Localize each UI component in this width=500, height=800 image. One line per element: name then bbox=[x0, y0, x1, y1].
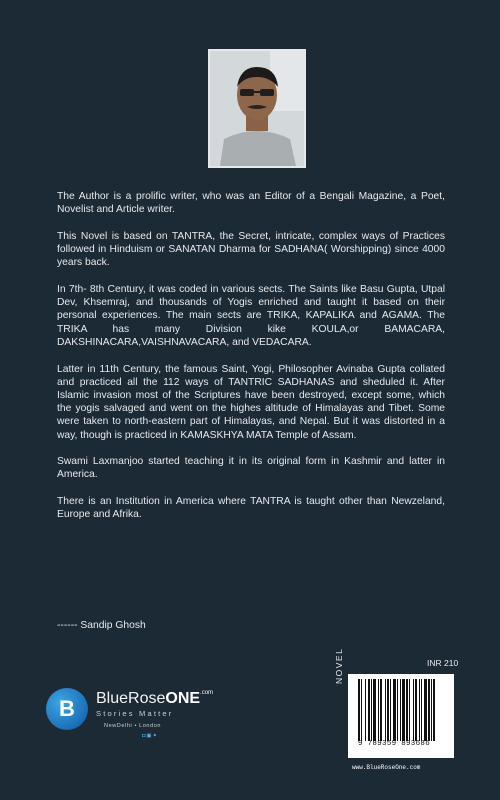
barcode-bar bbox=[387, 679, 389, 741]
price-label: INR 210 bbox=[427, 658, 459, 668]
barcode-bar bbox=[409, 679, 410, 741]
barcode-bar bbox=[385, 679, 386, 741]
twitter-icon: ✦ bbox=[152, 733, 159, 739]
author-portrait-image bbox=[210, 51, 304, 166]
barcode-bar bbox=[378, 679, 379, 741]
barcode-bar bbox=[424, 679, 427, 741]
paragraph-author: The Author is a prolific writer, who was an Editor of a Bengali Magazine, a Poet, Novelist and Article writer. bbox=[57, 191, 445, 216]
barcode-bar bbox=[428, 679, 430, 741]
genre-label: NOVEL bbox=[334, 647, 344, 684]
instagram-icon: ◘ bbox=[142, 733, 147, 739]
author-bio-text bbox=[57, 190, 445, 535]
publisher-name-regular: BlueRose bbox=[96, 690, 166, 707]
barcode-bars bbox=[358, 679, 448, 741]
barcode-bar bbox=[421, 679, 422, 741]
barcode-bar bbox=[393, 679, 396, 741]
barcode-bar bbox=[373, 679, 376, 741]
barcode-bar bbox=[380, 679, 382, 741]
paragraph-laxmanjoo: Swami Laxmanjoo started teaching it in its original form in Kashmir and latter in America. bbox=[57, 456, 445, 481]
barcode-bar bbox=[413, 679, 414, 741]
publisher-url: www.BlueRoseOne.com bbox=[352, 764, 421, 771]
facebook-icon: ▣ bbox=[146, 733, 153, 739]
barcode-bar bbox=[361, 679, 362, 741]
isbn-barcode bbox=[348, 674, 454, 758]
social-icons bbox=[142, 733, 158, 739]
paragraph-history: Latter in 11th Century, the famous Saint, Yogi, Philosopher Avinaba Gupta collated and practiced all the 112 ways of TANTRIC SADHANAS and sheduled it. After Islamic invasion most of the Scriptures have been destroyed, except some, which the yogis salvaged and went on the highes altitude of Himalayas and Tibet. Some were taken to north-eastern part of Himalayas, and Nepal. But it was distorted in a way, though is practiced in KAMASKHYA MATA Temple of Assam. bbox=[57, 363, 445, 441]
publisher-name-bold: ONE bbox=[165, 690, 201, 707]
barcode-bar bbox=[406, 679, 408, 741]
barcode-bar bbox=[419, 679, 420, 741]
barcode-bar bbox=[358, 679, 360, 741]
barcode-bar bbox=[402, 679, 405, 741]
author-signature: ------ Sandip Ghosh bbox=[57, 620, 146, 631]
publisher-tagline: Stories Matter bbox=[96, 709, 174, 718]
paragraph-institution: There is an Institution in America where TANTRA is taught other than Newzeland, Europe and Afrika. bbox=[57, 496, 445, 521]
author-photo bbox=[208, 49, 306, 168]
barcode-bar bbox=[365, 679, 366, 741]
barcode-bar bbox=[390, 679, 391, 741]
barcode-bar bbox=[431, 679, 432, 741]
barcode-bar bbox=[400, 679, 401, 741]
publisher-name-suffix: .com bbox=[200, 690, 214, 696]
barcode-bar bbox=[371, 679, 372, 741]
isbn-digits: 9 789359 893686 bbox=[358, 740, 431, 748]
paragraph-sects: In 7th- 8th Century, it was coded in various sects. The Saints like Basu Gupta, Utpal Dev, Khsemraj, and thousands of Yogis enriched and taught it based on their personal experiences. The main sects are TRIKA, KAPALIKA and AGAMA. The TRIKA has many Division kike KOULA,or BAMACARA, DAKSHINACARA,VAISHNAVACARA, and VEDACARA. bbox=[57, 284, 445, 348]
paragraph-novel: This Novel is based on TANTRA, the Secret, intricate, complex ways of Practices followed in Hinduism or SANATAN Dharma for SADHANA( Worshipping) since 4000 years back. bbox=[57, 230, 445, 269]
barcode-bar bbox=[415, 679, 417, 741]
barcode-bar bbox=[433, 679, 435, 741]
publisher-name bbox=[96, 690, 213, 708]
publisher-locations: NewDelhi • London bbox=[104, 723, 162, 729]
publisher-logo bbox=[46, 688, 226, 748]
barcode-bar bbox=[397, 679, 398, 741]
barcode-bar bbox=[368, 679, 370, 741]
publisher-logo-mark: B bbox=[46, 688, 88, 730]
